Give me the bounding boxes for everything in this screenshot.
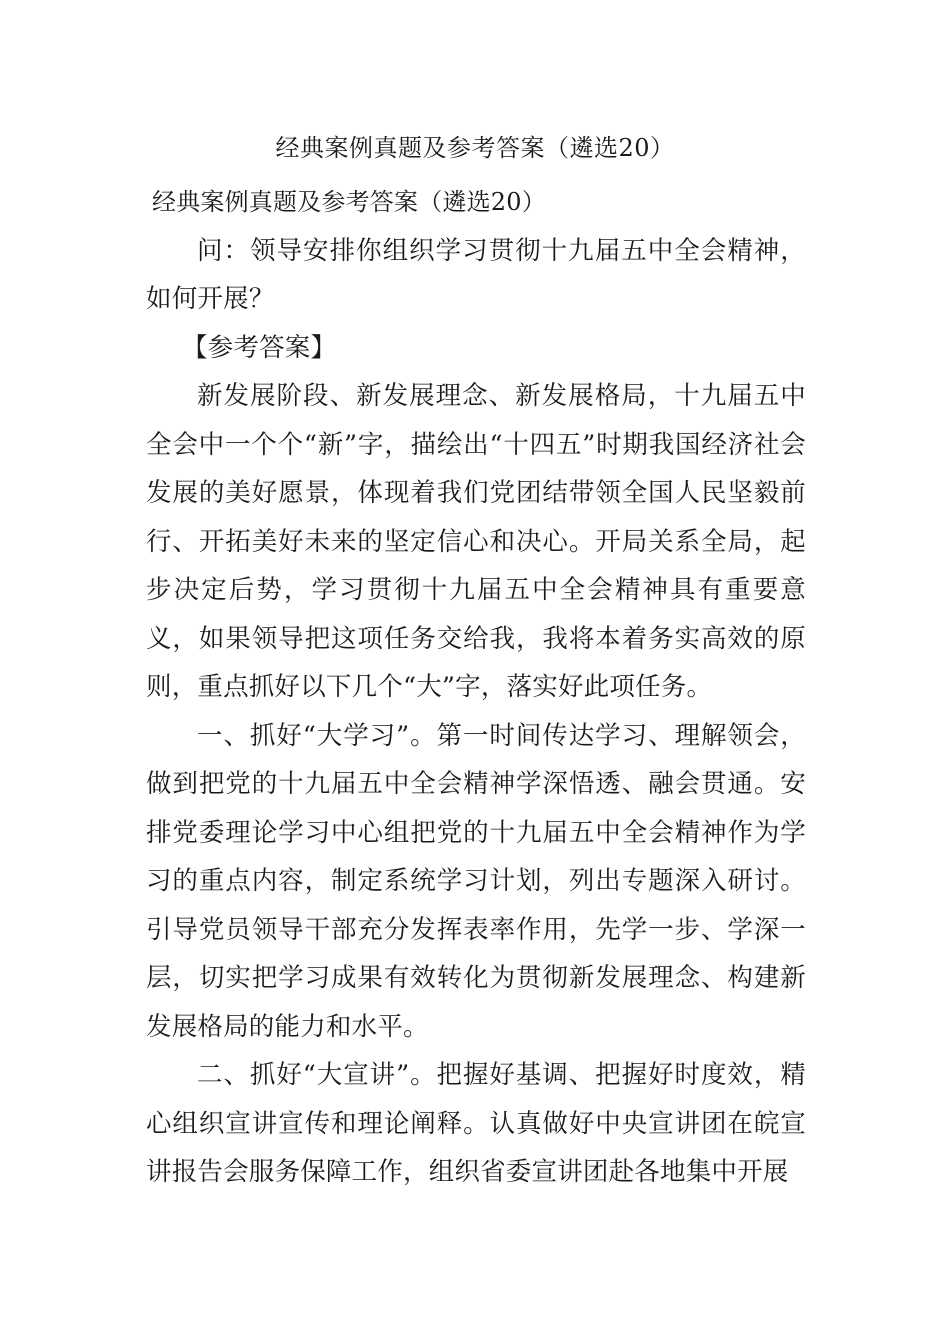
- question-paragraph: 问：领导安排你组织学习贯彻十九届五中全会精神，如何开展？: [146, 235, 806, 314]
- answer-paragraph-study: 一、抓好“大学习”。第一时间传达学习、理解领会，做到把党的十九届五中全会精神学深悟透、融会贯通。安排党委理论学习中心组把党的十九届五中全会精神作为学习的重点内容，制定系统学习计划，列出专题深入研讨。引导党员领导干部充分发挥表率作用，先学一步、学深一层，切实把学习成果有效转化为贯彻新发展理念、构建新发展格局的能力和水平。: [146, 720, 806, 1042]
- answer-label: 【参考答案】: [182, 332, 337, 363]
- document-title: 经典案例真题及参考答案（遴选20）: [275, 134, 675, 162]
- document-body: [146, 178, 806, 1197]
- answer-paragraph-lecture: 二、抓好“大宣讲”。把握好基调、把握好时度效，精心组织宣讲宣传和理论阐释。认真做好中央宣讲团在皖宣讲报告会服务保障工作，组织省委宣讲团赴各地集中开展: [146, 1060, 806, 1187]
- answer-paragraph-intro: 新发展阶段、新发展理念、新发展格局，十九届五中全会中一个个“新”字，描绘出“十四五”时期我国经济社会发展的美好愿景，体现着我们党团结带领全国人民坚毅前行、开拓美好未来的坚定信心和决心。开局关系全局，起步决定后势，学习贯彻十九届五中全会精神具有重要意义，如果领导把这项任务交给我，我将本着务实高效的原则，重点抓好以下几个“大”字，落实好此项任务。: [146, 381, 806, 702]
- document-subtitle: 经典案例真题及参考答案（遴选20）: [152, 188, 546, 216]
